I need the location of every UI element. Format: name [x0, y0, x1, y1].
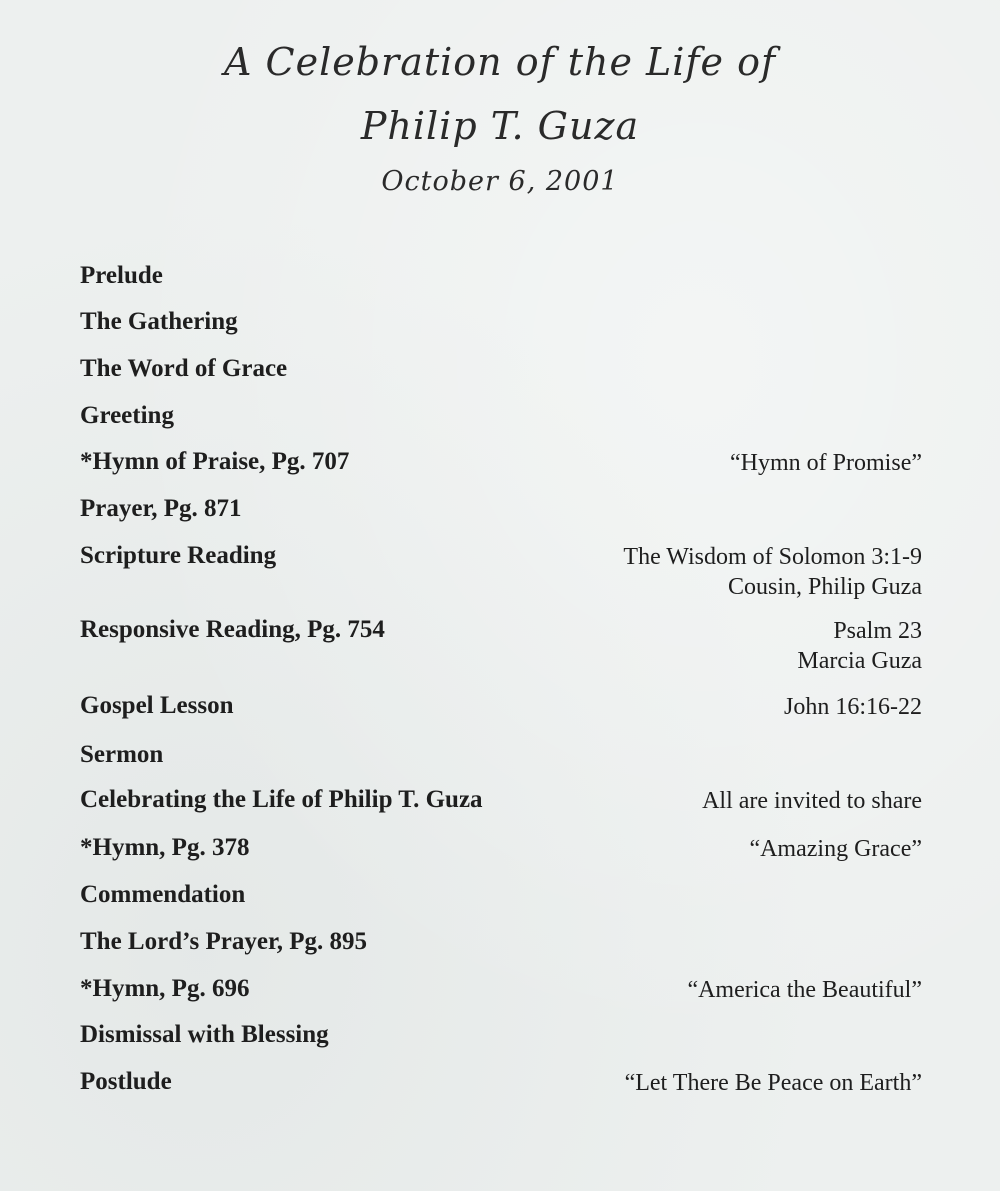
program-item: Scripture Reading [80, 542, 277, 569]
program-detail [687, 975, 922, 1005]
detail-line: Marcia Guza [797, 648, 922, 674]
service-date: October 6, 2001 [381, 166, 619, 197]
detail-line: Psalm 23 [833, 618, 922, 644]
program-item: Commendation [80, 881, 246, 908]
program-detail [623, 542, 922, 602]
program-item: Greeting [80, 402, 174, 429]
detail-line: “Amazing Grace” [749, 836, 922, 862]
program-detail [749, 834, 922, 864]
program-item: Responsive Reading, Pg. 754 [80, 616, 385, 643]
program-detail [702, 786, 922, 816]
program-item: *Hymn, Pg. 696 [80, 975, 250, 1002]
program-item: The Lord’s Prayer, Pg. 895 [80, 928, 368, 955]
honoree-name: Philip T. Guza [360, 104, 640, 148]
program-item: Prelude [80, 262, 163, 289]
program-item: The Word of Grace [80, 355, 288, 382]
program-item: Sermon [80, 741, 164, 768]
detail-line: All are invited to share [702, 788, 922, 814]
detail-line: John 16:16-22 [784, 694, 922, 720]
detail-line: “Hymn of Promise” [730, 450, 922, 476]
program-item: *Hymn, Pg. 378 [80, 834, 250, 861]
program-item: Celebrating the Life of Philip T. Guza [80, 786, 483, 813]
program-row-scripture-reading [80, 542, 922, 602]
program-detail [784, 692, 922, 722]
program-row-responsive-reading [80, 616, 922, 676]
program-row-postlude [80, 1068, 922, 1128]
program-item: Postlude [80, 1068, 172, 1095]
detail-line: The Wisdom of Solomon 3:1-9 [623, 544, 922, 570]
program-item: Gospel Lesson [80, 692, 234, 719]
program-item: Prayer, Pg. 871 [80, 495, 242, 522]
program-title: A Celebration of the Life of [223, 40, 777, 84]
detail-line: Cousin, Philip Guza [727, 574, 922, 600]
detail-line: “America the Beautiful” [687, 977, 922, 1003]
program-item: Dismissal with Blessing [80, 1021, 329, 1048]
program-item: The Gathering [80, 308, 238, 335]
program-detail [625, 1068, 922, 1098]
program-detail [730, 448, 922, 478]
detail-line: “Let There Be Peace on Earth” [624, 1070, 922, 1096]
program-detail [797, 616, 922, 676]
program-item: *Hymn of Praise, Pg. 707 [80, 448, 350, 475]
